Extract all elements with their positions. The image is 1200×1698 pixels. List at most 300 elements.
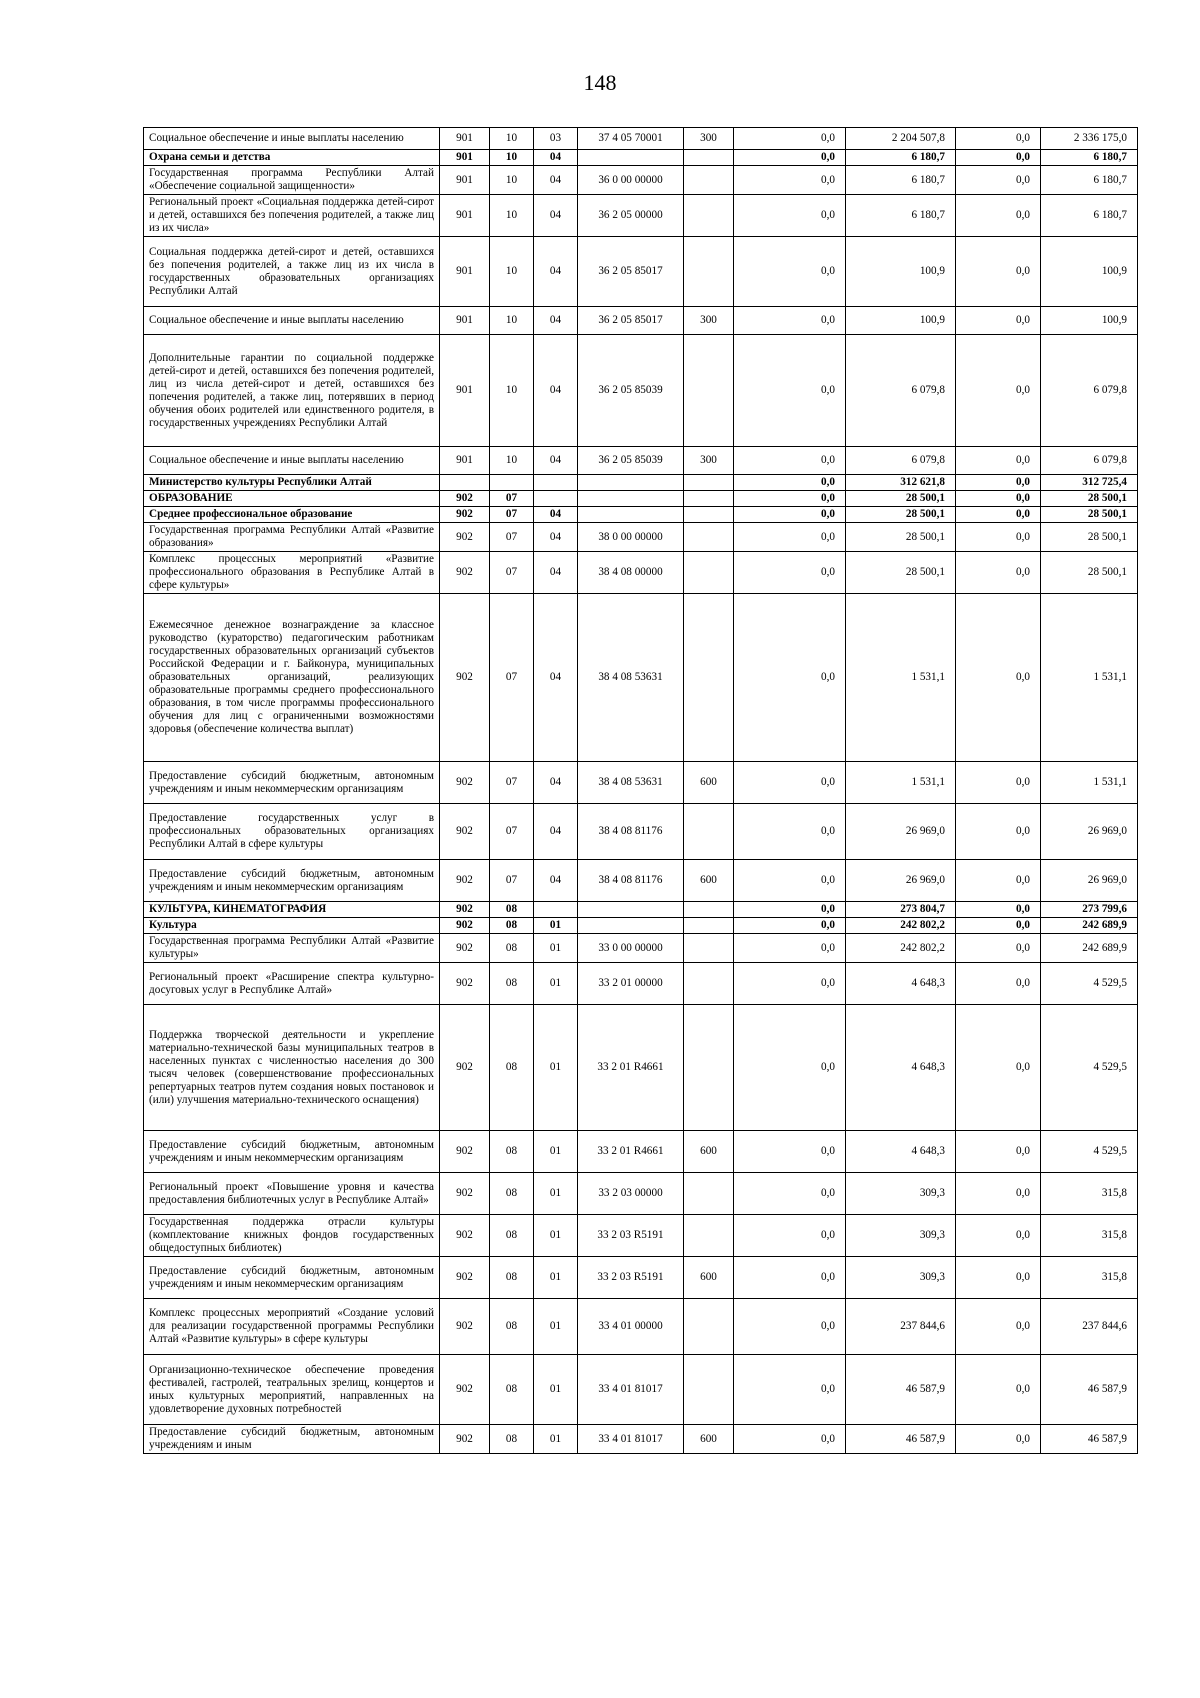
amount-3: 0,0	[956, 552, 1041, 594]
row-name: Региональный проект «Расширение спектра культурно-досуговых услуг в Республике Алтай»	[144, 963, 440, 1005]
min-code: 902	[440, 523, 490, 552]
section-code: 10	[490, 237, 534, 307]
amount-2: 309,3	[846, 1257, 956, 1299]
min-code: 902	[440, 1131, 490, 1173]
amount-2: 6 079,8	[846, 447, 956, 475]
target-article-code: 33 0 00 00000	[578, 934, 684, 963]
row-name: Поддержка творческой деятельности и укрепление материально-технической базы муниципальных театров в населенных пунктах с численностью населения до 300 тысяч человек (совершенствование профессиональных репертуарных театров путем создания новых постановок и (или) улучшения материально-технического оснащения)	[144, 1005, 440, 1131]
target-article-code	[578, 491, 684, 507]
section-code: 08	[490, 1005, 534, 1131]
subsection-code: 04	[534, 552, 578, 594]
section-code: 10	[490, 335, 534, 447]
section-code: 10	[490, 307, 534, 335]
subsection-code	[534, 475, 578, 491]
table-row	[144, 307, 1138, 335]
row-name: Предоставление субсидий бюджетным, автономным учреждениям и иным некоммерческим организациям	[144, 860, 440, 902]
amount-2: 46 587,9	[846, 1355, 956, 1425]
target-article-code: 38 4 08 53631	[578, 594, 684, 762]
expense-type-code: 600	[684, 1425, 734, 1454]
amount-1: 0,0	[734, 934, 846, 963]
amount-4: 6 180,7	[1041, 195, 1138, 237]
amount-1: 0,0	[734, 523, 846, 552]
expense-type-code	[684, 934, 734, 963]
subsection-code: 01	[534, 1299, 578, 1355]
min-code: 902	[440, 1257, 490, 1299]
amount-2: 28 500,1	[846, 491, 956, 507]
min-code: 902	[440, 918, 490, 934]
target-article-code: 37 4 05 70001	[578, 128, 684, 150]
amount-4: 273 799,6	[1041, 902, 1138, 918]
row-name: Культура	[144, 918, 440, 934]
min-code: 901	[440, 307, 490, 335]
subsection-code: 01	[534, 1257, 578, 1299]
subsection-code: 04	[534, 150, 578, 166]
amount-2: 100,9	[846, 237, 956, 307]
amount-3: 0,0	[956, 307, 1041, 335]
subsection-code	[534, 902, 578, 918]
amount-3: 0,0	[956, 762, 1041, 804]
amount-4: 4 529,5	[1041, 963, 1138, 1005]
expense-type-code: 600	[684, 762, 734, 804]
row-name: Предоставление субсидий бюджетным, автономным учреждениям и иным некоммерческим организациям	[144, 1257, 440, 1299]
min-code: 902	[440, 860, 490, 902]
amount-3: 0,0	[956, 804, 1041, 860]
amount-2: 242 802,2	[846, 918, 956, 934]
amount-4: 28 500,1	[1041, 507, 1138, 523]
min-code: 902	[440, 491, 490, 507]
amount-3: 0,0	[956, 523, 1041, 552]
expense-type-code	[684, 918, 734, 934]
section-code: 08	[490, 918, 534, 934]
amount-1: 0,0	[734, 150, 846, 166]
min-code: 901	[440, 166, 490, 195]
amount-4: 6 079,8	[1041, 335, 1138, 447]
amount-4: 100,9	[1041, 237, 1138, 307]
row-name: Региональный проект «Социальная поддержка детей-сирот и детей, оставшихся без попечения родителей, а также лиц из их числа»	[144, 195, 440, 237]
subsection-code: 04	[534, 860, 578, 902]
min-code: 901	[440, 195, 490, 237]
table-row	[144, 523, 1138, 552]
target-article-code: 36 2 05 85017	[578, 237, 684, 307]
amount-2: 4 648,3	[846, 963, 956, 1005]
subsection-code: 03	[534, 128, 578, 150]
row-name: Предоставление субсидий бюджетным, автономным учреждениям и иным некоммерческим организациям	[144, 1131, 440, 1173]
amount-1: 0,0	[734, 918, 846, 934]
section-code: 08	[490, 902, 534, 918]
subsection-code: 01	[534, 963, 578, 1005]
table-row	[144, 860, 1138, 902]
expense-type-code	[684, 475, 734, 491]
expense-type-code	[684, 523, 734, 552]
subsection-code: 01	[534, 934, 578, 963]
min-code: 902	[440, 963, 490, 1005]
amount-1: 0,0	[734, 1005, 846, 1131]
table-row	[144, 195, 1138, 237]
amount-4: 46 587,9	[1041, 1425, 1138, 1454]
target-article-code	[578, 150, 684, 166]
expense-type-code: 300	[684, 307, 734, 335]
table-row	[144, 1005, 1138, 1131]
amount-1: 0,0	[734, 475, 846, 491]
section-code: 10	[490, 166, 534, 195]
min-code: 902	[440, 1299, 490, 1355]
amount-2: 309,3	[846, 1173, 956, 1215]
table-row	[144, 1355, 1138, 1425]
subsection-code: 04	[534, 804, 578, 860]
amount-1: 0,0	[734, 237, 846, 307]
target-article-code: 33 4 01 81017	[578, 1355, 684, 1425]
amount-4: 46 587,9	[1041, 1355, 1138, 1425]
section-code: 07	[490, 523, 534, 552]
table-row	[144, 1215, 1138, 1257]
row-name: Социальная поддержка детей-сирот и детей, оставшихся без попечения родителей, а также лиц из их числа в государственных образовательных организациях Республики Алтай	[144, 237, 440, 307]
table-row	[144, 1299, 1138, 1355]
amount-3: 0,0	[956, 1257, 1041, 1299]
section-code: 08	[490, 1425, 534, 1454]
section-code: 07	[490, 552, 534, 594]
amount-1: 0,0	[734, 1131, 846, 1173]
amount-4: 237 844,6	[1041, 1299, 1138, 1355]
subsection-code	[534, 491, 578, 507]
row-name: Комплекс процессных мероприятий «Создание условий для реализации государственной программы Республики Алтай «Развитие культуры» в сфере культуры	[144, 1299, 440, 1355]
amount-2: 6 180,7	[846, 166, 956, 195]
amount-4: 315,8	[1041, 1257, 1138, 1299]
subsection-code: 04	[534, 447, 578, 475]
amount-2: 1 531,1	[846, 762, 956, 804]
amount-1: 0,0	[734, 1299, 846, 1355]
section-code: 07	[490, 507, 534, 523]
row-name: Государственная программа Республики Алтай «Развитие образования»	[144, 523, 440, 552]
target-article-code: 33 2 01 00000	[578, 963, 684, 1005]
amount-4: 315,8	[1041, 1173, 1138, 1215]
amount-4: 1 531,1	[1041, 594, 1138, 762]
target-article-code	[578, 475, 684, 491]
expense-type-code: 600	[684, 1257, 734, 1299]
section-code: 08	[490, 1131, 534, 1173]
row-name: Ежемесячное денежное вознаграждение за классное руководство (кураторство) педагогическим работникам государственных образовательных организаций субъектов Российской Федерации и г. Байконура, муниципальных образовательных организаций, реализующих образовательные программы среднего профессионального образования, в том числе программы профессионального обучения для лиц с ограниченными возможностями здоровья (обеспечение количества выплат)	[144, 594, 440, 762]
expense-type-code	[684, 166, 734, 195]
min-code: 901	[440, 128, 490, 150]
section-code	[490, 475, 534, 491]
amount-1: 0,0	[734, 507, 846, 523]
amount-3: 0,0	[956, 447, 1041, 475]
expense-type-code: 600	[684, 860, 734, 902]
amount-4: 312 725,4	[1041, 475, 1138, 491]
amount-4: 100,9	[1041, 307, 1138, 335]
table-row	[144, 1257, 1138, 1299]
subsection-code: 01	[534, 1173, 578, 1215]
amount-2: 28 500,1	[846, 507, 956, 523]
table-row	[144, 475, 1138, 491]
section-code: 07	[490, 860, 534, 902]
amount-2: 28 500,1	[846, 552, 956, 594]
amount-4: 28 500,1	[1041, 491, 1138, 507]
row-name: Предоставление государственных услуг в профессиональных образовательных организациях Республики Алтай в сфере культуры	[144, 804, 440, 860]
row-name: Организационно-техническое обеспечение проведения фестивалей, гастролей, театральных зрелищ, концертов и иных культурных мероприятий, направленных на удовлетворение духовных потребностей	[144, 1355, 440, 1425]
min-code: 902	[440, 804, 490, 860]
section-code: 10	[490, 195, 534, 237]
amount-4: 6 180,7	[1041, 150, 1138, 166]
amount-2: 312 621,8	[846, 475, 956, 491]
amount-1: 0,0	[734, 195, 846, 237]
section-code: 08	[490, 963, 534, 1005]
table-row	[144, 934, 1138, 963]
amount-3: 0,0	[956, 1131, 1041, 1173]
target-article-code: 33 2 01 R4661	[578, 1005, 684, 1131]
target-article-code: 33 2 03 R5191	[578, 1257, 684, 1299]
section-code: 08	[490, 1173, 534, 1215]
amount-2: 237 844,6	[846, 1299, 956, 1355]
expense-type-code	[684, 150, 734, 166]
subsection-code: 01	[534, 1131, 578, 1173]
expense-type-code	[684, 1005, 734, 1131]
amount-2: 309,3	[846, 1215, 956, 1257]
row-name: Государственная поддержка отрасли культуры (комплектование книжных фондов государственных общедоступных библиотек)	[144, 1215, 440, 1257]
row-name: Среднее профессиональное образование	[144, 507, 440, 523]
amount-3: 0,0	[956, 1173, 1041, 1215]
page-number: 148	[583, 70, 617, 95]
amount-1: 0,0	[734, 1215, 846, 1257]
table-row	[144, 1425, 1138, 1454]
table-row	[144, 963, 1138, 1005]
min-code: 902	[440, 762, 490, 804]
expense-type-code	[684, 507, 734, 523]
subsection-code: 04	[534, 762, 578, 804]
row-name: Министерство культуры Республики Алтай	[144, 475, 440, 491]
table-row	[144, 128, 1138, 150]
target-article-code: 38 4 08 81176	[578, 804, 684, 860]
table-row	[144, 552, 1138, 594]
table-row	[144, 918, 1138, 934]
row-name: Государственная программа Республики Алтай «Обеспечение социальной защищенности»	[144, 166, 440, 195]
min-code: 902	[440, 1355, 490, 1425]
expense-type-code: 300	[684, 447, 734, 475]
section-code: 07	[490, 594, 534, 762]
amount-1: 0,0	[734, 335, 846, 447]
table-row	[144, 447, 1138, 475]
target-article-code: 33 2 03 R5191	[578, 1215, 684, 1257]
amount-2: 28 500,1	[846, 523, 956, 552]
amount-3: 0,0	[956, 195, 1041, 237]
amount-3: 0,0	[956, 491, 1041, 507]
row-name: Предоставление субсидий бюджетным, автономным учреждениям и иным	[144, 1425, 440, 1454]
amount-3: 0,0	[956, 1299, 1041, 1355]
expense-type-code: 600	[684, 1131, 734, 1173]
amount-4: 26 969,0	[1041, 804, 1138, 860]
expense-type-code	[684, 804, 734, 860]
section-code: 07	[490, 804, 534, 860]
table-row	[144, 804, 1138, 860]
amount-2: 6 180,7	[846, 195, 956, 237]
section-code: 08	[490, 1257, 534, 1299]
row-name: Охрана семьи и детства	[144, 150, 440, 166]
amount-3: 0,0	[956, 237, 1041, 307]
table-row	[144, 335, 1138, 447]
subsection-code: 04	[534, 307, 578, 335]
amount-2: 1 531,1	[846, 594, 956, 762]
min-code: 902	[440, 507, 490, 523]
amount-4: 315,8	[1041, 1215, 1138, 1257]
row-name: Региональный проект «Повышение уровня и качества предоставления библиотечных услуг в Республике Алтай»	[144, 1173, 440, 1215]
expense-type-code	[684, 195, 734, 237]
section-code: 08	[490, 1215, 534, 1257]
section-code: 07	[490, 491, 534, 507]
table-row	[144, 1173, 1138, 1215]
amount-1: 0,0	[734, 128, 846, 150]
amount-3: 0,0	[956, 166, 1041, 195]
row-name: Социальное обеспечение и иные выплаты населению	[144, 307, 440, 335]
row-name: Предоставление субсидий бюджетным, автономным учреждениям и иным некоммерческим организациям	[144, 762, 440, 804]
expense-type-code	[684, 1173, 734, 1215]
table-row	[144, 237, 1138, 307]
amount-2: 273 804,7	[846, 902, 956, 918]
amount-1: 0,0	[734, 762, 846, 804]
amount-3: 0,0	[956, 594, 1041, 762]
amount-3: 0,0	[956, 475, 1041, 491]
row-name: Комплекс процессных мероприятий «Развитие профессионального образования в Республике Алтай в сфере культуры»	[144, 552, 440, 594]
section-code: 08	[490, 1355, 534, 1425]
target-article-code: 36 2 05 00000	[578, 195, 684, 237]
expense-type-code	[684, 1355, 734, 1425]
amount-2: 6 079,8	[846, 335, 956, 447]
expense-type-code	[684, 902, 734, 918]
min-code: 902	[440, 1215, 490, 1257]
amount-2: 4 648,3	[846, 1005, 956, 1131]
amount-1: 0,0	[734, 307, 846, 335]
amount-1: 0,0	[734, 166, 846, 195]
target-article-code: 33 4 01 00000	[578, 1299, 684, 1355]
subsection-code: 04	[534, 195, 578, 237]
row-name: Социальное обеспечение и иные выплаты населению	[144, 447, 440, 475]
target-article-code	[578, 507, 684, 523]
min-code	[440, 475, 490, 491]
amount-3: 0,0	[956, 150, 1041, 166]
amount-2: 46 587,9	[846, 1425, 956, 1454]
amount-4: 4 529,5	[1041, 1131, 1138, 1173]
subsection-code: 01	[534, 1425, 578, 1454]
amount-4: 4 529,5	[1041, 1005, 1138, 1131]
target-article-code	[578, 918, 684, 934]
row-name: Социальное обеспечение и иные выплаты населению	[144, 128, 440, 150]
amount-1: 0,0	[734, 552, 846, 594]
min-code: 902	[440, 1173, 490, 1215]
amount-3: 0,0	[956, 335, 1041, 447]
amount-3: 0,0	[956, 1005, 1041, 1131]
amount-1: 0,0	[734, 963, 846, 1005]
table-row	[144, 491, 1138, 507]
min-code: 902	[440, 552, 490, 594]
amount-3: 0,0	[956, 902, 1041, 918]
expense-type-code	[684, 552, 734, 594]
table-row	[144, 762, 1138, 804]
amount-1: 0,0	[734, 491, 846, 507]
amount-1: 0,0	[734, 1257, 846, 1299]
amount-4: 242 689,9	[1041, 918, 1138, 934]
subsection-code: 04	[534, 507, 578, 523]
subsection-code: 04	[534, 523, 578, 552]
target-article-code: 33 4 01 81017	[578, 1425, 684, 1454]
amount-3: 0,0	[956, 128, 1041, 150]
amount-1: 0,0	[734, 1173, 846, 1215]
min-code: 902	[440, 1005, 490, 1131]
amount-4: 2 336 175,0	[1041, 128, 1138, 150]
amount-4: 6 079,8	[1041, 447, 1138, 475]
expense-type-code	[684, 1299, 734, 1355]
expense-type-code	[684, 963, 734, 1005]
target-article-code	[578, 902, 684, 918]
subsection-code: 04	[534, 335, 578, 447]
amount-3: 0,0	[956, 1355, 1041, 1425]
section-code: 10	[490, 150, 534, 166]
target-article-code: 38 4 08 53631	[578, 762, 684, 804]
min-code: 901	[440, 335, 490, 447]
row-name: ОБРАЗОВАНИЕ	[144, 491, 440, 507]
amount-3: 0,0	[956, 1425, 1041, 1454]
min-code: 902	[440, 1425, 490, 1454]
section-code: 10	[490, 128, 534, 150]
expense-type-code	[684, 335, 734, 447]
target-article-code: 38 4 08 81176	[578, 860, 684, 902]
target-article-code: 36 2 05 85039	[578, 447, 684, 475]
section-code: 08	[490, 934, 534, 963]
amount-2: 2 204 507,8	[846, 128, 956, 150]
target-article-code: 36 0 00 00000	[578, 166, 684, 195]
amount-4: 1 531,1	[1041, 762, 1138, 804]
amount-3: 0,0	[956, 1215, 1041, 1257]
subsection-code: 01	[534, 918, 578, 934]
table-row	[144, 902, 1138, 918]
subsection-code: 01	[534, 1005, 578, 1131]
table-row	[144, 507, 1138, 523]
amount-1: 0,0	[734, 804, 846, 860]
subsection-code: 01	[534, 1355, 578, 1425]
target-article-code: 33 2 01 R4661	[578, 1131, 684, 1173]
amount-2: 6 180,7	[846, 150, 956, 166]
amount-2: 242 802,2	[846, 934, 956, 963]
subsection-code: 01	[534, 1215, 578, 1257]
amount-1: 0,0	[734, 594, 846, 762]
expense-type-code	[684, 1215, 734, 1257]
target-article-code: 36 2 05 85039	[578, 335, 684, 447]
min-code: 901	[440, 237, 490, 307]
amount-2: 4 648,3	[846, 1131, 956, 1173]
section-code: 07	[490, 762, 534, 804]
amount-3: 0,0	[956, 934, 1041, 963]
min-code: 902	[440, 594, 490, 762]
section-code: 10	[490, 447, 534, 475]
amount-1: 0,0	[734, 447, 846, 475]
amount-4: 26 969,0	[1041, 860, 1138, 902]
amount-3: 0,0	[956, 963, 1041, 1005]
amount-4: 6 180,7	[1041, 166, 1138, 195]
subsection-code: 04	[534, 594, 578, 762]
amount-3: 0,0	[956, 860, 1041, 902]
min-code: 901	[440, 447, 490, 475]
row-name: Дополнительные гарантии по социальной поддержке детей-сирот и детей, оставшихся без попечения родителей, лиц из числа детей-сирот и детей, оставшихся без попечения родителей, а также лиц, потерявших в период обучения обоих родителей или единственного родителя, в государственных учреждениях Республики Алтай	[144, 335, 440, 447]
amount-1: 0,0	[734, 1355, 846, 1425]
amount-1: 0,0	[734, 1425, 846, 1454]
subsection-code: 04	[534, 237, 578, 307]
table-row	[144, 150, 1138, 166]
row-name: КУЛЬТУРА, КИНЕМАТОГРАФИЯ	[144, 902, 440, 918]
row-name: Государственная программа Республики Алтай «Развитие культуры»	[144, 934, 440, 963]
target-article-code: 36 2 05 85017	[578, 307, 684, 335]
table-body	[144, 128, 1138, 1454]
target-article-code: 33 2 03 00000	[578, 1173, 684, 1215]
amount-1: 0,0	[734, 902, 846, 918]
amount-4: 28 500,1	[1041, 523, 1138, 552]
amount-2: 100,9	[846, 307, 956, 335]
